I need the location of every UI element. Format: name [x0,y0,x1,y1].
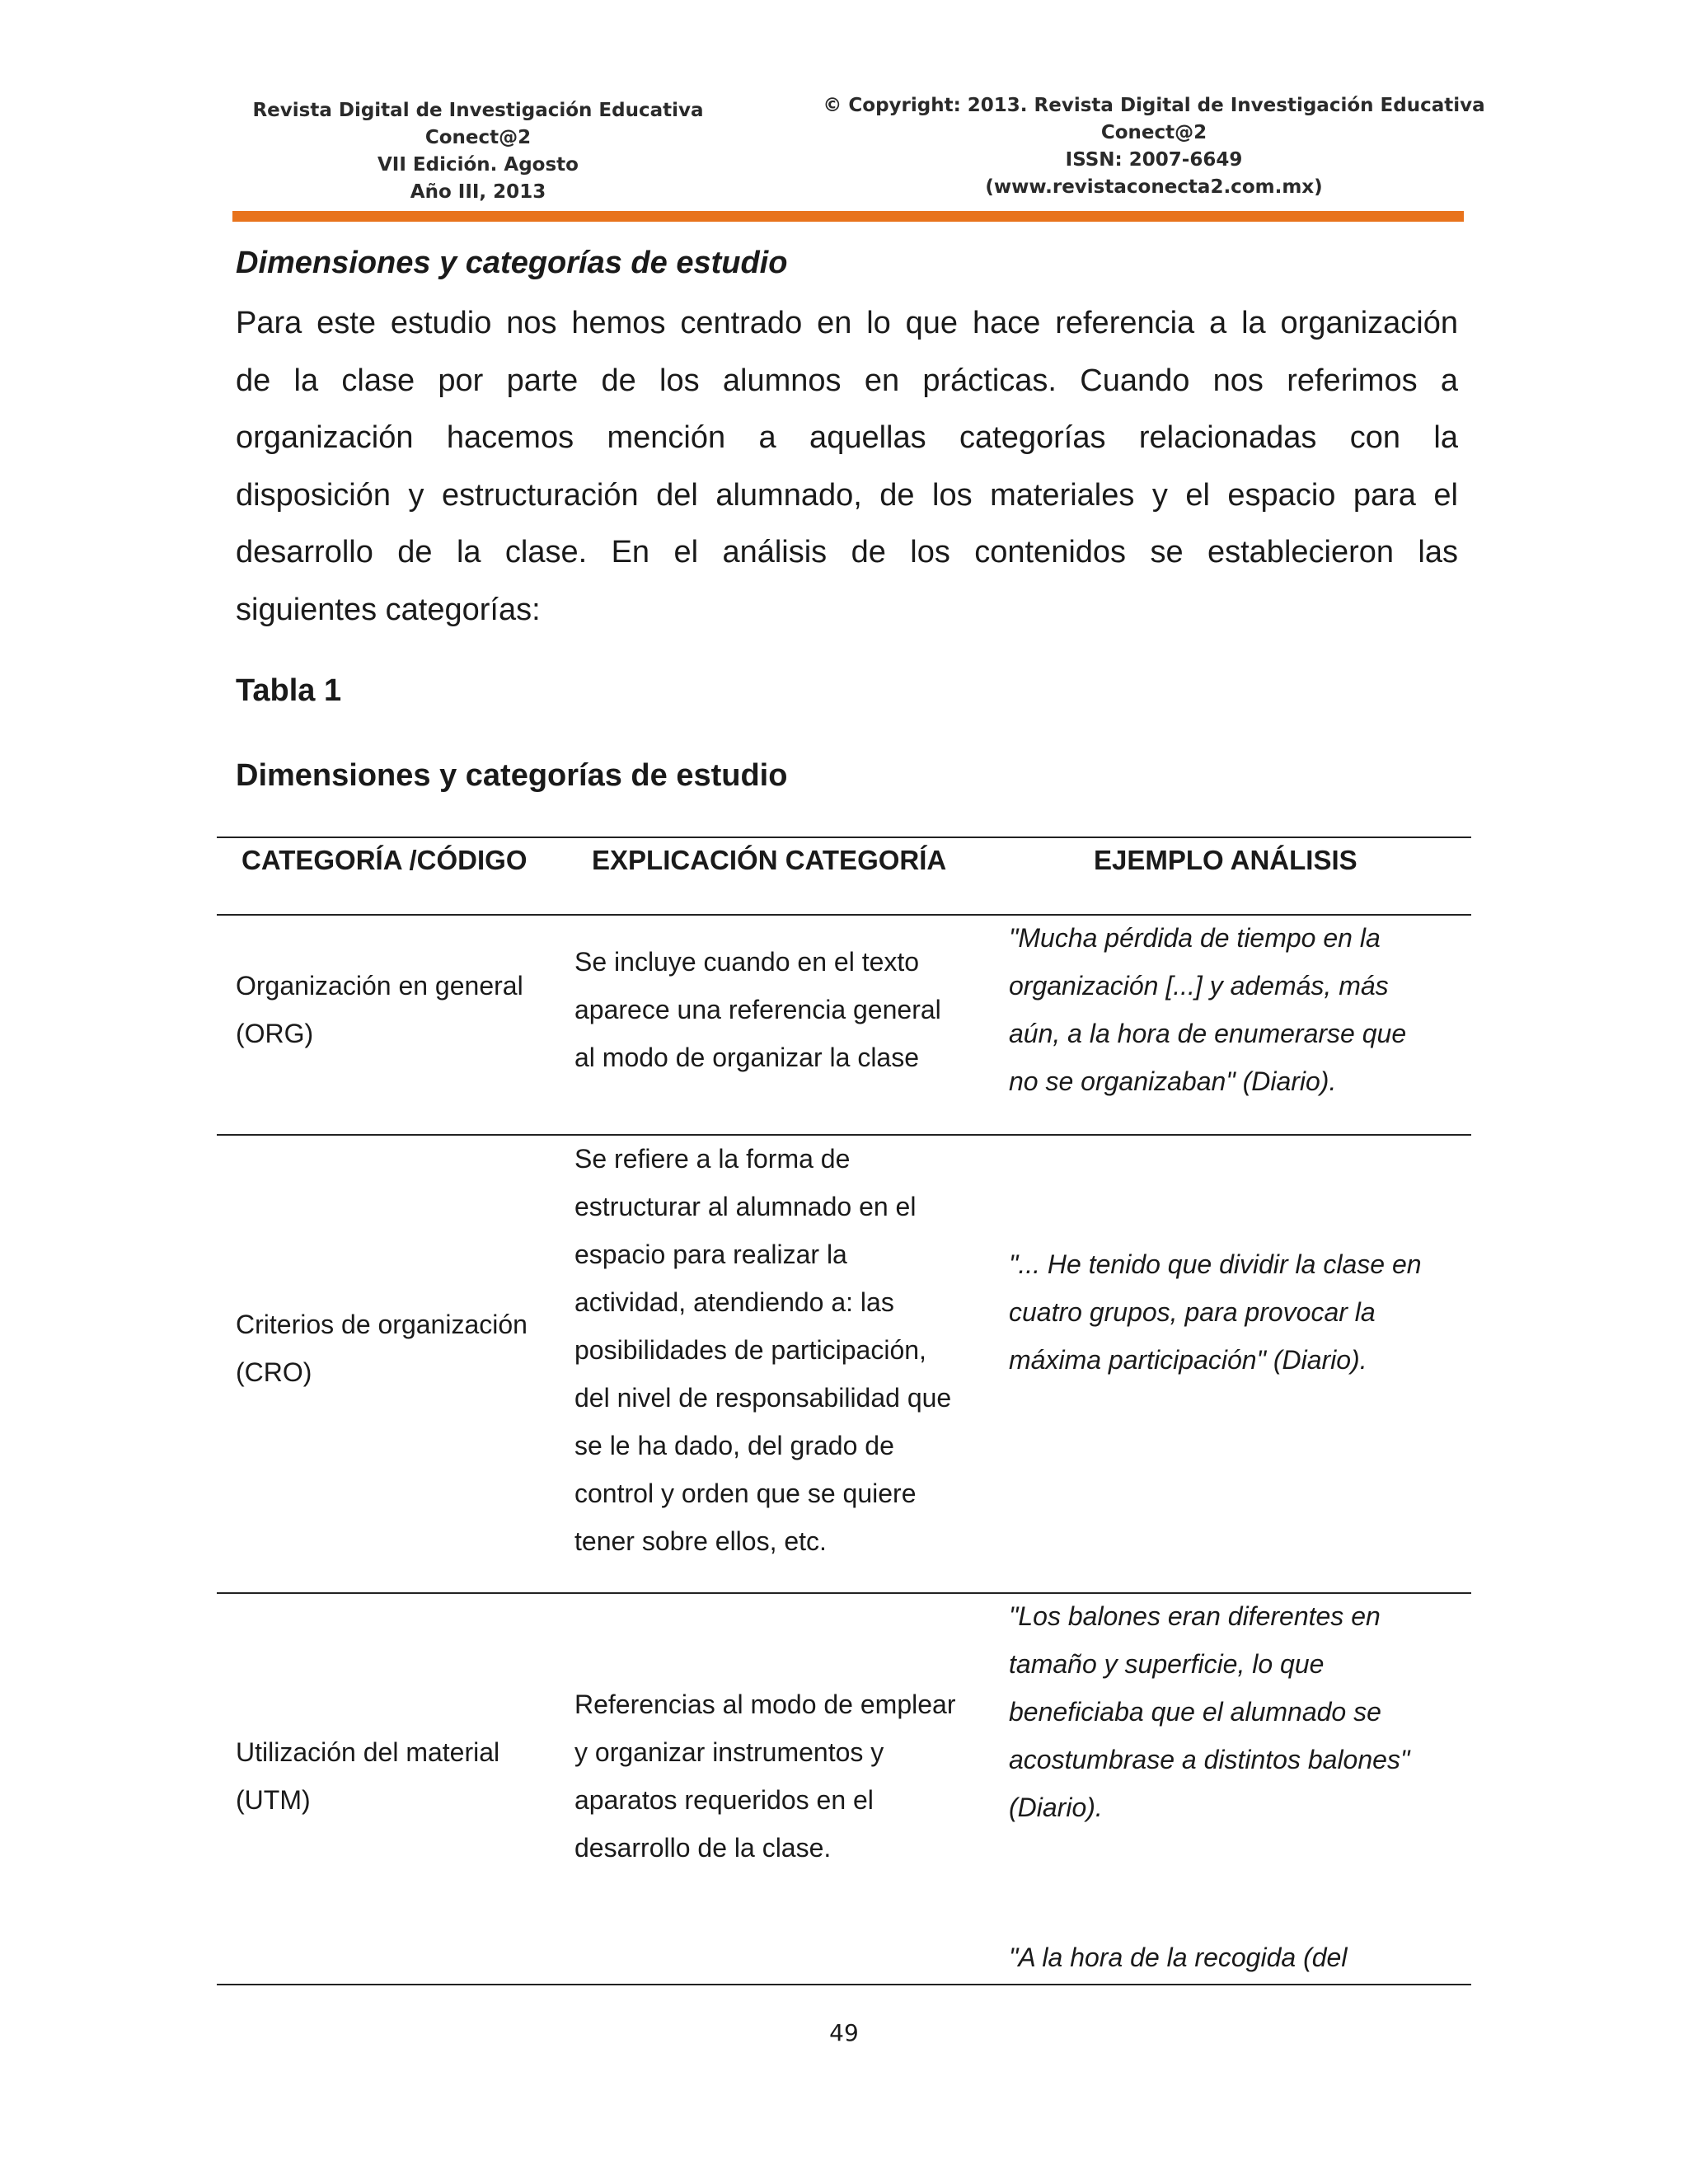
paragraph-line: desarrollo de la clase. En el análisis de los contenidos se establecieron las [236,535,1458,569]
journal-short-name-right: Conect@2 [1100,122,1207,143]
cell-line: aparatos requeridos en el [574,1785,874,1815]
cell-line: espacio para realizar la [574,1240,847,1269]
table-cell-example [1009,914,1406,1105]
table-cell-category [236,1728,499,1824]
cell-line: "... He tenido que dividir la clase en [1009,1249,1422,1279]
table-bottom-rule [217,1984,1471,1985]
cell-line: se le ha dado, del grado de [574,1431,894,1460]
journal-name: Revista Digital de Investigación Educativa [252,100,704,121]
cell-line: beneficiaba que el alumnado se [1009,1697,1381,1727]
table-cell-example [1009,1592,1409,1831]
cell-line: no se organizaban" (Diario). [1009,1066,1337,1096]
table-label: Tabla 1 [236,673,342,708]
copyright: © Copyright: 2013. Revista Digital de Investigación Educativa [823,95,1485,116]
column-header-example: EJEMPLO ANÁLISIS [1094,845,1357,875]
journal-url: (www.revistaconecta2.com.mx) [985,176,1323,198]
table-cell-category [236,1301,528,1396]
cell-line: tamaño y superficie, lo que [1009,1649,1325,1679]
cell-line: máxima participación" (Diario). [1009,1345,1367,1375]
cell-line: (Diario). [1009,1793,1103,1822]
table-cell-explanation [574,938,941,1081]
cell-line: al modo de organizar la clase [574,1043,920,1072]
paragraph-line: de la clase por parte de los alumnos en prácticas. Cuando nos referimos a [236,363,1458,398]
cell-line: organización [...] y además, más [1009,971,1389,1001]
table-cell-example [1009,1240,1422,1384]
paragraph-line: Para este estudio nos hemos centrado en lo que hace referencia a la organización [236,306,1458,340]
page-number: 49 [829,2019,859,2046]
cell-line: del nivel de responsabilidad que [574,1383,952,1413]
year: Año III, 2013 [410,181,546,203]
table-cell-explanation [574,1135,951,1565]
header-divider [232,211,1464,222]
cell-line: desarrollo de la clase. [574,1833,832,1863]
cell-line: Organización en general [236,971,523,1001]
cell-line: aún, a la hora de enumerarse que [1009,1019,1407,1048]
journal-short-name: Conect@2 [424,127,532,148]
cell-line: posibilidades de participación, [574,1335,926,1365]
section-title: Dimensiones y categorías de estudio [236,246,788,280]
body-paragraph [236,295,1458,639]
cell-line: control y orden que se quiere [574,1479,917,1508]
cell-line: "Los balones eran diferentes en [1009,1601,1381,1631]
table-cell-explanation [574,1680,955,1872]
cell-line: actividad, atendiendo a: las [574,1287,894,1317]
cell-line: y organizar instrumentos y [574,1737,884,1767]
journal-header-left [235,97,721,206]
edition: VII Edición. Agosto [377,154,579,176]
cell-line: (ORG) [236,1019,314,1048]
table-top-rule [217,837,1471,838]
cell-line: "A la hora de la recogida (del [1009,1943,1348,1972]
column-header-category: CATEGORÍA /CÓDIGO [241,845,528,875]
cell-line: estructurar al alumnado en el [574,1192,917,1221]
issn: ISSN: 2007-6649 [1065,149,1243,171]
cell-line: Se refiere a la forma de [574,1144,851,1174]
cell-line: cuatro grupos, para provocar la [1009,1297,1376,1327]
cell-line: "Mucha pérdida de tiempo en la [1009,923,1381,953]
table-caption: Dimensiones y categorías de estudio [236,758,788,793]
journal-header-right [812,92,1496,201]
cell-line: tener sobre ellos, etc. [574,1526,827,1556]
paragraph-line: siguientes categorías: [236,592,541,627]
column-header-explanation: EXPLICACIÓN CATEGORÍA [592,845,947,875]
cell-line: Referencias al modo de emplear [574,1690,956,1719]
cell-line: acostumbrase a distintos balones" [1009,1745,1410,1774]
cell-line: Se incluye cuando en el texto [574,947,920,977]
paragraph-line: organización hacemos mención a aquellas categorías relacionadas con la [236,420,1458,455]
table-cell-category [236,962,523,1057]
cell-line: (UTM) [236,1785,311,1815]
table-cell-example-continued [1009,1933,1347,1981]
cell-line: aparece una referencia general [574,995,941,1024]
cell-line: (CRO) [236,1357,312,1387]
cell-line: Criterios de organización [236,1310,528,1339]
cell-line: Utilización del material [236,1737,500,1767]
paragraph-line: disposición y estructuración del alumnado, de los materiales y el espacio para el [236,477,1458,513]
